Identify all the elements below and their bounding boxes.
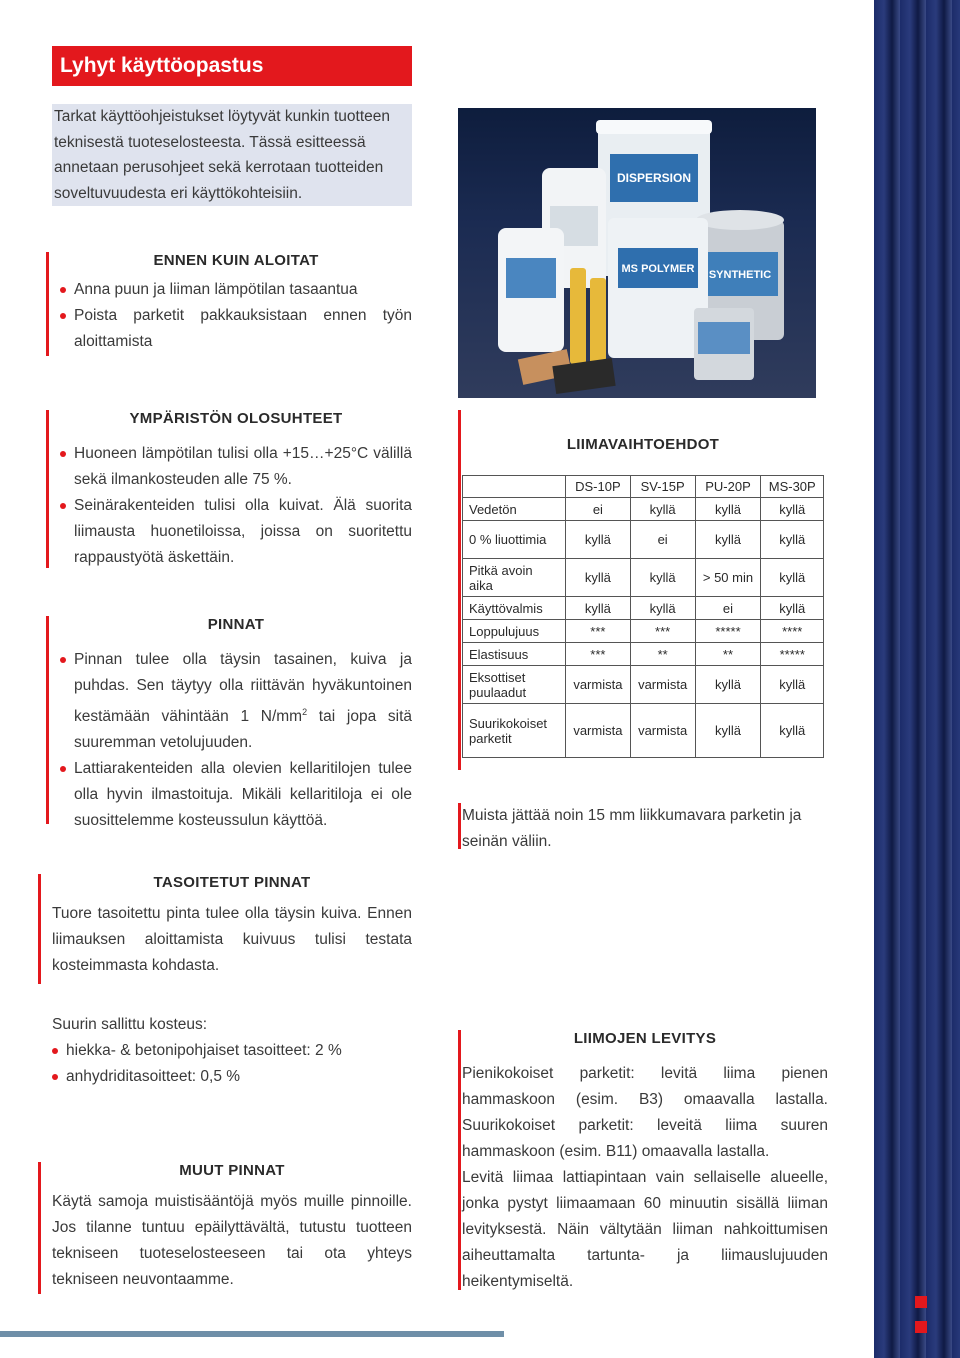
bullet-list [60, 441, 412, 571]
table-cell: Loppulujuus [463, 620, 566, 643]
table-cell: Eksottiset puulaadut [463, 666, 566, 704]
table-cell: Suurikokoiset parketit [463, 704, 566, 758]
product-illustration [458, 108, 816, 398]
decorative-square [915, 1321, 927, 1333]
section-environment [46, 410, 412, 571]
table-cell: Vedetön [463, 498, 566, 521]
table-cell: kyllä [761, 521, 824, 559]
table-cell: ***** [761, 643, 824, 666]
table-row [463, 521, 824, 559]
section-heading: LIIMAVAIHTOEHDOT [566, 436, 720, 453]
bullet-list [60, 277, 412, 355]
section-marker [458, 1030, 461, 1290]
table-cell: kyllä [630, 597, 695, 620]
table-cell: kyllä [695, 666, 761, 704]
table-cell: ei [695, 597, 761, 620]
spacing-note [458, 803, 828, 855]
table-cell: kyllä [695, 498, 761, 521]
table-cell: Käyttövalmis [463, 597, 566, 620]
table-cell: kyllä [761, 666, 824, 704]
table-row [463, 620, 824, 643]
list-item: Seinärakenteiden tulisi olla kuivat. Älä suorita liimausta huonetiloissa, joissa on suoritettu rappaustyötä äskettäin. [60, 493, 412, 571]
section-text: Levitä liimaa lattiapintaan vain sellaiselle alueelle, jonka pystyt liimaamaan 60 minuutin sisällä liiman levityksestä. Näin vältytään liiman nahkoittumisen aiheuttamalta tartunta- ja liimauslujuuden heikentymiseltä. [462, 1169, 828, 1290]
bullet-list [60, 647, 412, 834]
table-cell: *** [566, 620, 631, 643]
section-heading: MUUT PINNAT [179, 1162, 285, 1179]
list-item: Poista parketit pakkauksistaan ennen työn aloittamista [60, 303, 412, 355]
section-marker [458, 803, 461, 849]
note-text: Muista jättää noin 15 mm liikkumavara parketin ja seinän väliin. [462, 807, 802, 850]
section-heading: TASOITETUT PINNAT [153, 874, 311, 891]
list-item: anhydriditasoitteet: 0,5 % [52, 1064, 412, 1090]
section-text: Käytä samoja muistisääntöjä myös muille pinnoille. Jos tilanne tuntuu epäilyttävältä, tutustu tuotteen tekniseen tuoteselosteeseen tai ota yhteys tekniseen neuvontaamme. [52, 1193, 412, 1288]
table-cell: kyllä [695, 521, 761, 559]
table-cell: varmista [566, 666, 631, 704]
list-item: Pinnan tulee olla täysin tasainen, kuiva ja puhdas. Sen täytyy olla riittävän hyväkuntoinen kestämään vähintään 1 $N/mm^2$ tai jopa sitä suuremman vetolujuuden. [60, 647, 412, 756]
product-photo [458, 108, 816, 398]
section-heading: LIIMOJEN LEVITYS [573, 1030, 717, 1047]
options-table [462, 475, 824, 758]
table-cell: 0 % liuottimia [463, 521, 566, 559]
list-item: hiekka- & betonipohjaiset tasoitteet: 2 % [52, 1038, 412, 1064]
list-item: Huoneen lämpötilan tulisi olla +15…+25°C välillä sekä ilmankosteuden alle 75 %. [60, 441, 412, 493]
column-header: PU-20P [695, 476, 761, 498]
bullet-list [52, 1038, 412, 1090]
column-header: SV-15P [630, 476, 695, 498]
table-cell: *** [630, 620, 695, 643]
table-cell: varmista [630, 704, 695, 758]
table-cell: kyllä [630, 498, 695, 521]
table-cell: kyllä [761, 597, 824, 620]
table-cell: *** [566, 643, 631, 666]
intro-text: Tarkat käyttöohjeistukset löytyvät kunkin tuotteen teknisestä tuoteselosteesta. Tässä esitteessä annetaan perusohjeet sekä kerrotaan tuotteiden soveltuvuudesta eri käyttökohteisiin. [52, 104, 412, 206]
section-marker [38, 1162, 41, 1294]
table-cell: kyllä [566, 559, 631, 597]
table-cell: kyllä [630, 559, 695, 597]
svg-text:DISPERSION: DISPERSION [616, 171, 692, 185]
table-cell: ** [695, 643, 761, 666]
section-marker [46, 410, 49, 568]
table-row [463, 498, 824, 521]
table-cell: > 50 min [695, 559, 761, 597]
svg-text:MS POLYMER: MS POLYMER [621, 263, 695, 275]
table-row [463, 704, 824, 758]
section-heading: ENNEN KUIN ALOITAT [153, 252, 319, 269]
table-cell: kyllä [566, 597, 631, 620]
column-header: DS-10P [566, 476, 631, 498]
section-marker [38, 874, 41, 984]
table-cell: kyllä [761, 559, 824, 597]
table-cell: ei [630, 521, 695, 559]
section-text: Pienikokoiset parketit: levitä liima pienen hammaskoon (esim. B3) omaavalla lastalla. Suurikokoiset parketit: leveitä liima suuren hammaskoon (esim. B11) omaavalla lastalla. [462, 1065, 828, 1160]
page-title: Lyhyt käyttöopastus [52, 46, 412, 86]
decorative-square [915, 1296, 927, 1308]
column-header: MS-30P [761, 476, 824, 498]
list-item: Lattiarakenteiden alla olevien kellaritilojen tulee olla hyvin ilmastoituja. Mikäli kellaritiloja ei ole suosittelemme kosteussulun käyttöä. [60, 756, 412, 834]
table-cell: Elastisuus [463, 643, 566, 666]
section-marker [458, 410, 461, 770]
adhesive-options [458, 410, 828, 758]
table-row [463, 643, 824, 666]
section-other-surfaces [38, 1162, 412, 1293]
table-cell: **** [761, 620, 824, 643]
table-cell: kyllä [566, 521, 631, 559]
table-cell: varmista [566, 704, 631, 758]
table-cell: ***** [695, 620, 761, 643]
table-cell: ** [630, 643, 695, 666]
section-heading: PINNAT [207, 616, 265, 633]
svg-text:SYNTHETIC: SYNTHETIC [708, 269, 772, 281]
decorative-side-strip [874, 0, 960, 1358]
section-surfaces [46, 616, 412, 834]
section-marker [46, 616, 49, 824]
table-cell: kyllä [695, 704, 761, 758]
section-before-start [46, 252, 412, 355]
table-cell: kyllä [761, 498, 824, 521]
list-item: Anna puun ja liiman lämpötilan tasaantua [60, 277, 412, 303]
table-header-row [463, 476, 824, 498]
moisture-limits [52, 1012, 412, 1090]
footer-divider [0, 1331, 504, 1337]
section-heading: YMPÄRISTÖN OLOSUHTEET [129, 410, 343, 427]
table-row [463, 666, 824, 704]
table-cell: Pitkä avoin aika [463, 559, 566, 597]
section-text: Tuore tasoitettu pinta tulee olla täysin kuiva. Ennen liimauksen aloittamista kuivuus tulisi testata kosteimmasta kohdasta. [52, 905, 412, 974]
table-cell: varmista [630, 666, 695, 704]
table-header-empty [463, 476, 566, 498]
moisture-label: Suurin sallittu kosteus: [52, 1016, 208, 1033]
section-marker [46, 252, 49, 356]
table-row [463, 597, 824, 620]
section-adhesive-application [458, 1030, 828, 1295]
table-cell: ei [566, 498, 631, 521]
table-row [463, 559, 824, 597]
section-leveled-surfaces [38, 874, 412, 979]
table-cell: kyllä [761, 704, 824, 758]
